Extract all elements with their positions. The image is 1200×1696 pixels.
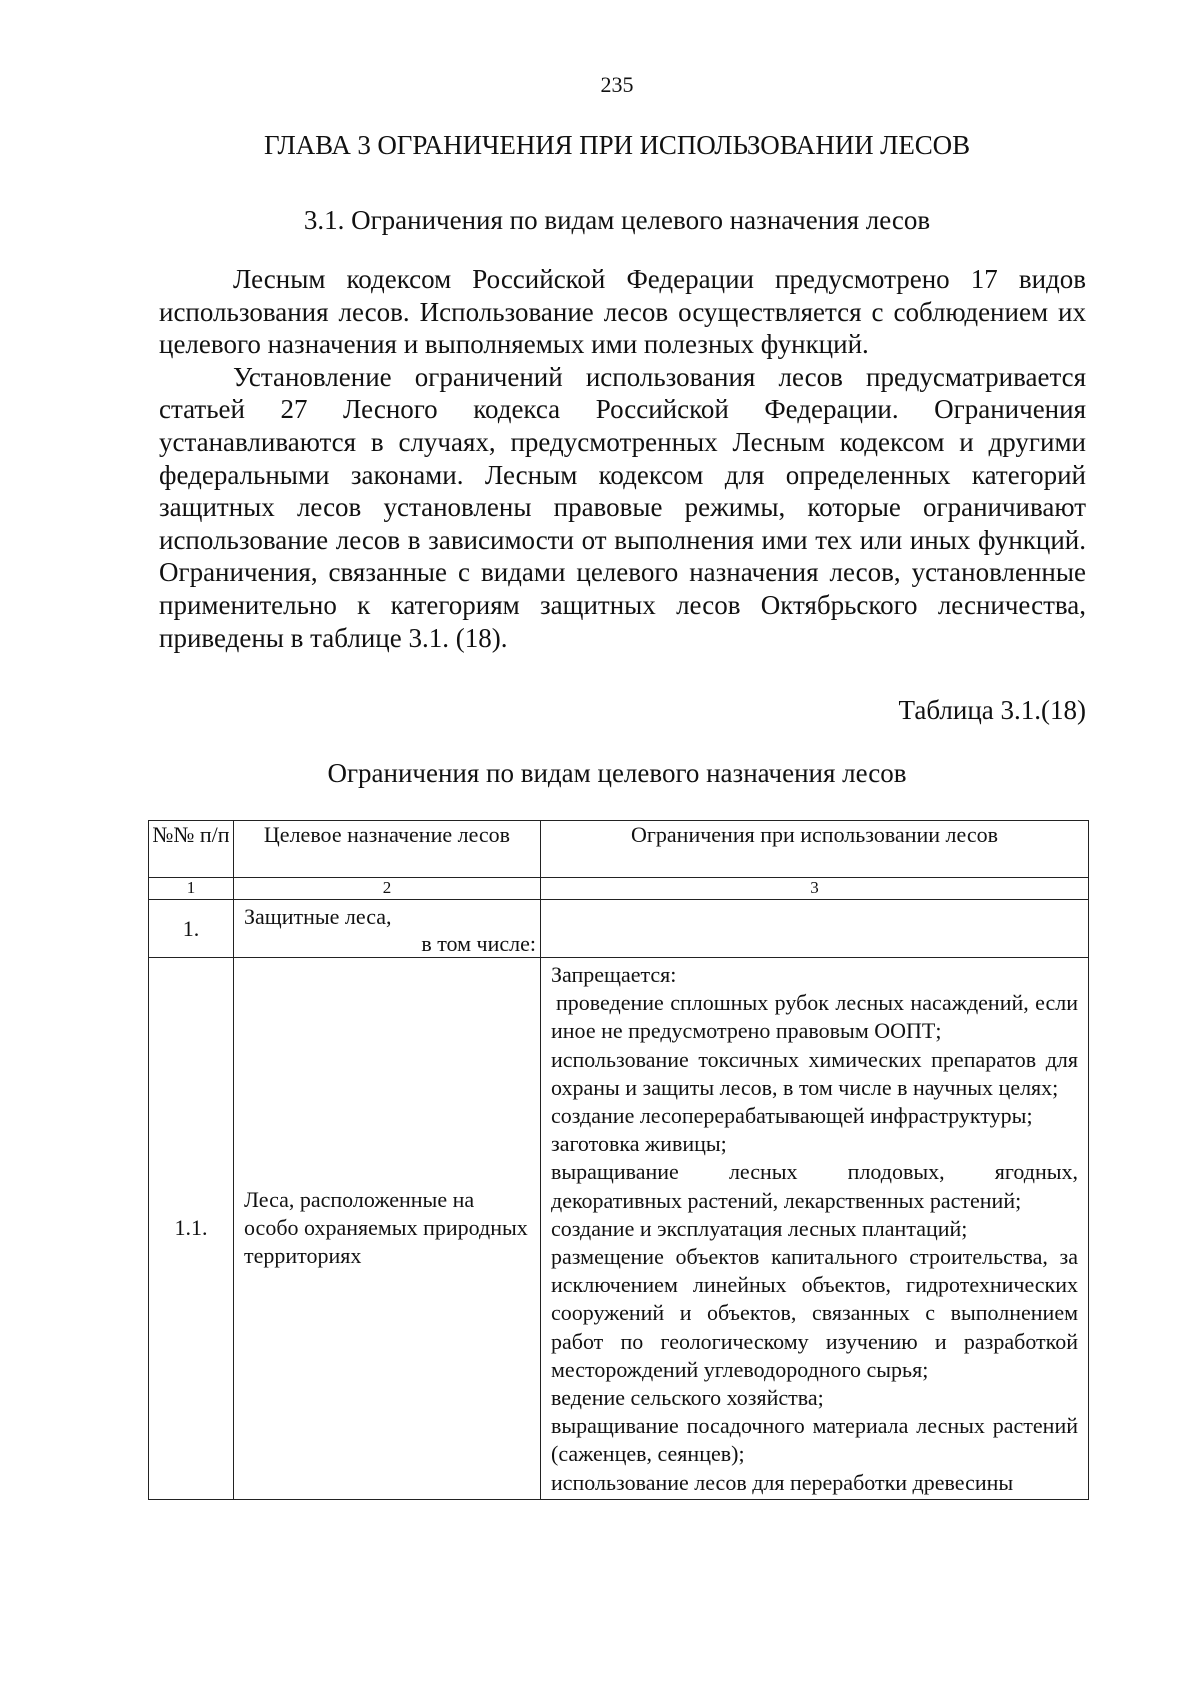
restrictions-cell: [541, 900, 1089, 958]
restriction-item: использование токсичных химических препаратов для охраны и защиты лесов, в том числе в научных целях;: [551, 1046, 1078, 1100]
column-number: 3: [541, 878, 1089, 900]
row-number: 1.: [149, 900, 234, 958]
purpose-sub: в том числе:: [421, 931, 536, 956]
table-header-row: [149, 821, 1089, 878]
restriction-item: выращивание посадочного материала лесных растений (саженцев, сеянцев);: [551, 1413, 1078, 1467]
restriction-item: ведение сельского хозяйства;: [551, 1385, 824, 1411]
table-title: Ограничения по видам целевого назначения лесов: [327, 758, 907, 788]
column-number: 2: [234, 878, 541, 900]
table-row: [149, 958, 1089, 1500]
row-number: 1.1.: [149, 958, 234, 1500]
restriction-item: проведение сплошных рубок лесных насаждений, если иное не предусмотрено правовым ООПТ;: [551, 990, 1078, 1044]
paragraph: Установление ограничений использования лесов предусматривается статьей 27 Лесного кодекса Российской Федерации. Ограничения устанавливаются в случаях, предусмотренных Лесным кодексом и другими федеральными законами. Лесным кодексом для определенных категорий защитных лесов установлены правовые режимы, которые ограничивают использование лесов в зависимости от выполнения ими тех или иных функций. Ограничения, связанные с видами целевого назначения лесов, установленные применительно к категориям защитных лесов Октябрьского лесничества, приведены в таблице 3.1. (18).: [159, 361, 1086, 653]
header-number: №№ п/п: [149, 821, 234, 878]
chapter-title: ГЛАВА 3 ОГРАНИЧЕНИЯ ПРИ ИСПОЛЬЗОВАНИИ ЛЕСОВ: [264, 130, 970, 160]
table-label: Таблица 3.1.(18): [898, 695, 1086, 725]
table-row: [149, 900, 1089, 958]
restriction-item: использование лесов для переработки древесины: [551, 1469, 1014, 1495]
restrictions-table: [148, 820, 1089, 1500]
restriction-intro: Запрещается:: [551, 962, 677, 987]
section-title: 3.1. Ограничения по видам целевого назначения лесов: [303, 205, 931, 235]
restriction-item: заготовка живицы;: [551, 1131, 727, 1157]
paragraph: Лесным кодексом Российской Федерации предусмотрено 17 видов использования лесов. Использование лесов осуществляется с соблюдением их целевого назначения и выполняемых ими полезных функций.: [159, 264, 1086, 360]
column-number: 1: [149, 878, 234, 900]
purpose-cell: Леса, расположенные на особо охраняемых природных территориях: [234, 958, 541, 1500]
body-text: [159, 263, 1086, 654]
page-number: 235: [600, 72, 634, 97]
column-number-row: [149, 878, 1089, 900]
header-purpose: Целевое назначение лесов: [234, 821, 541, 878]
restriction-item: выращивание лесных плодовых, ягодных, декоративных растений, лекарственных растений;: [551, 1159, 1078, 1213]
restrictions-cell: [541, 958, 1089, 1500]
purpose-cell: [234, 900, 541, 958]
restriction-item: создание лесоперерабатывающей инфраструктуры;: [551, 1103, 1033, 1129]
purpose-main: Защитные леса,: [244, 904, 392, 929]
header-restrictions: Ограничения при использовании лесов: [541, 821, 1089, 878]
restriction-item: размещение объектов капитального строительства, за исключением линейных объектов, гидротехнических сооружений и объектов, связанных с выполнением работ по геологическому изучению и разработкой месторождений углеводородного сырья;: [551, 1244, 1078, 1382]
restriction-item: создание и эксплуатация лесных плантаций;: [551, 1215, 968, 1241]
